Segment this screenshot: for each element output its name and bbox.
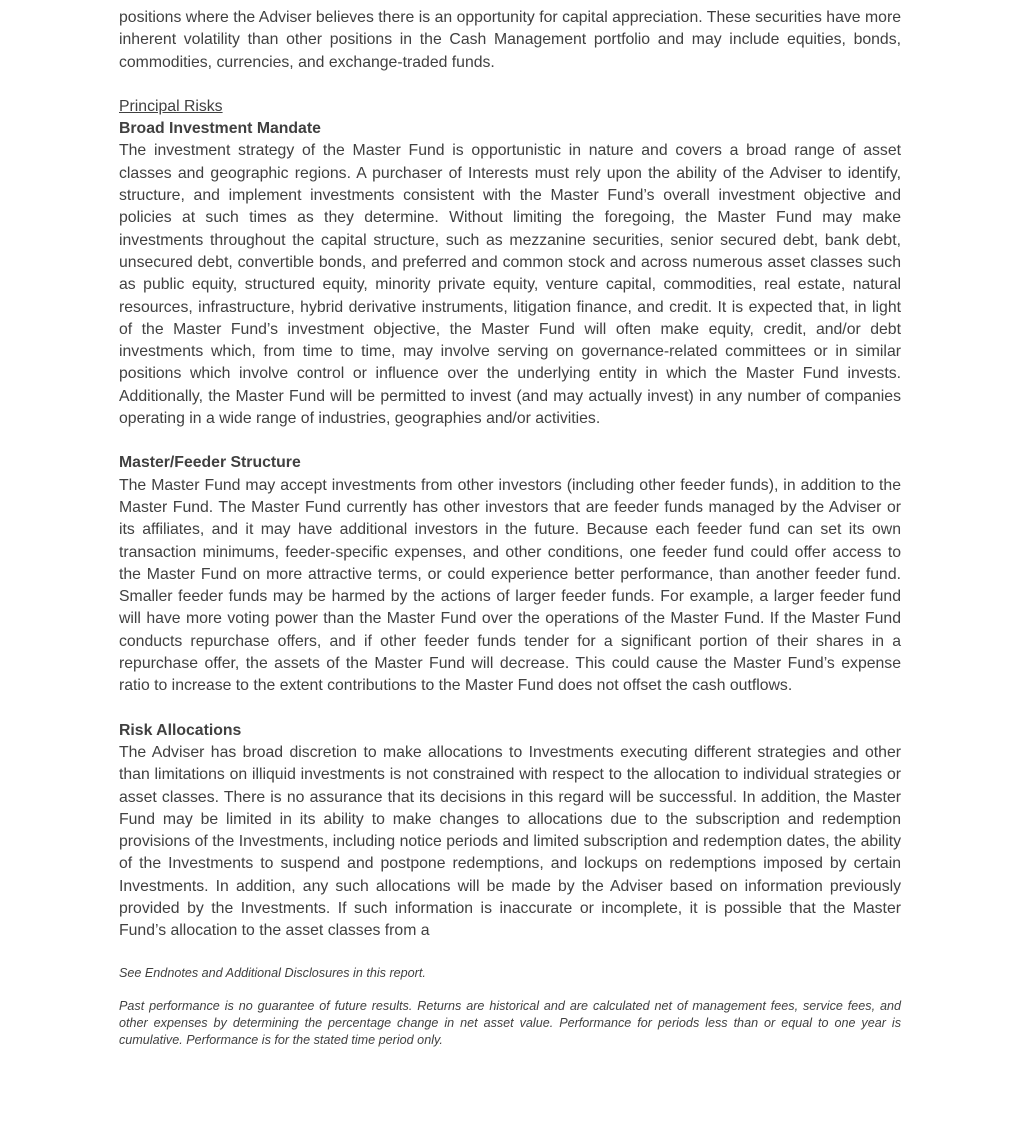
footnotes: [119, 965, 901, 1049]
section-heading-risk-allocations: Risk Allocations: [119, 721, 242, 739]
continuation-paragraph: positions where the Adviser believes there is an opportunity for capital appreciation. These securities have more inherent volatility than other positions in the Cash Management portfolio and may include equities, bonds, commodities, currencies, and exchange-traded funds.: [119, 9, 901, 71]
section-master-feeder-structure: [119, 452, 901, 697]
section-risk-allocations: [119, 720, 901, 943]
principal-risks-heading: Principal Risks: [119, 97, 223, 115]
section-heading-broad-investment-mandate: Broad Investment Mandate: [119, 120, 321, 138]
footnote-endnotes-disclosures: See Endnotes and Additional Disclosures in this report.: [119, 965, 426, 980]
section-body-risk-allocations: The Adviser has broad discretion to make allocations to Investments executing different strategies and other than limitations on illiquid investments is not constrained with respect to the allocation to individual strategies or asset classes. There is no assurance that its decisions in this regard will be successful. In addition, the Master Fund may be limited in its ability to make changes to allocations due to the subscription and redemption provisions of the Investments, including notice periods and limited subscription and redemption dates, the ability of the Investments to suspend and postpone redemptions, and lockups on redemptions imposed by certain Investments. In addition, any such allocations will be made by the Adviser based on information previously provided by the Investments. If such information is inaccurate or incomplete, it is possible that the Master Fund’s allocation to the asset classes from a: [119, 743, 901, 940]
section-body-broad-investment-mandate: The investment strategy of the Master Fund is opportunistic in nature and covers a broad range of asset classes and geographic regions. A purchaser of Interests must rely upon the ability of the Adviser to identify, structure, and implement investments consistent with the Master Fund’s overall investment objective and policies at such times as they determine. Without limiting the foregoing, the Master Fund may make investments throughout the capital structure, such as mezzanine securities, senior secured debt, bank debt, unsecured debt, convertible bonds, and preferred and common stock and across numerous asset classes such as public equity, structured equity, minority private equity, venture capital, commodities, real estate, natural resources, infrastructure, hybrid derivative instruments, litigation finance, and credit. It is expected that, in light of the Master Fund’s investment objective, the Master Fund will often make equity, credit, and/or debt investments which, from time to time, may involve serving on governance-related committees or in similar positions which involve control or influence over the underlying entity in which the Master Fund invests. Additionally, the Master Fund will be permitted to invest (and may actually invest) in any number of companies operating in a wide range of industries, geographies and/or activities.: [119, 142, 901, 428]
section-heading-master-feeder-structure: Master/Feeder Structure: [119, 454, 301, 472]
footnote-past-performance-disclaimer: Past performance is no guarantee of future results. Returns are historical and are calculated net of management fees, service fees, and other expenses by determining the percentage change in net asset value. Performance for periods less than or equal to one year is cumulative. Performance is for the stated time period only.: [119, 999, 901, 1047]
section-broad-investment-mandate: [119, 118, 901, 430]
section-body-master-feeder-structure: The Master Fund may accept investments from other investors (including other feeder funds), in addition to the Master Fund. The Master Fund currently has other investors that are feeder funds managed by the Adviser or its affiliates, and it may have additional investors in the future. Because each feeder fund can set its own transaction minimums, feeder-specific expenses, and other conditions, one feeder fund could offer access to the Master Fund on more attractive terms, or could experience better performance, than another feeder fund. Smaller feeder funds may be harmed by the actions of larger feeder funds. For example, a larger feeder fund will have more voting power than the Master Fund over the operations of the Master Fund. If the Master Fund conducts repurchase offers, and if other feeder funds tender for a significant portion of their shares in a repurchase offer, the assets of the Master Fund will decrease. This could cause the Master Fund’s expense ratio to increase to the extent contributions to the Master Fund does not offset the cash outflows.: [119, 476, 901, 695]
